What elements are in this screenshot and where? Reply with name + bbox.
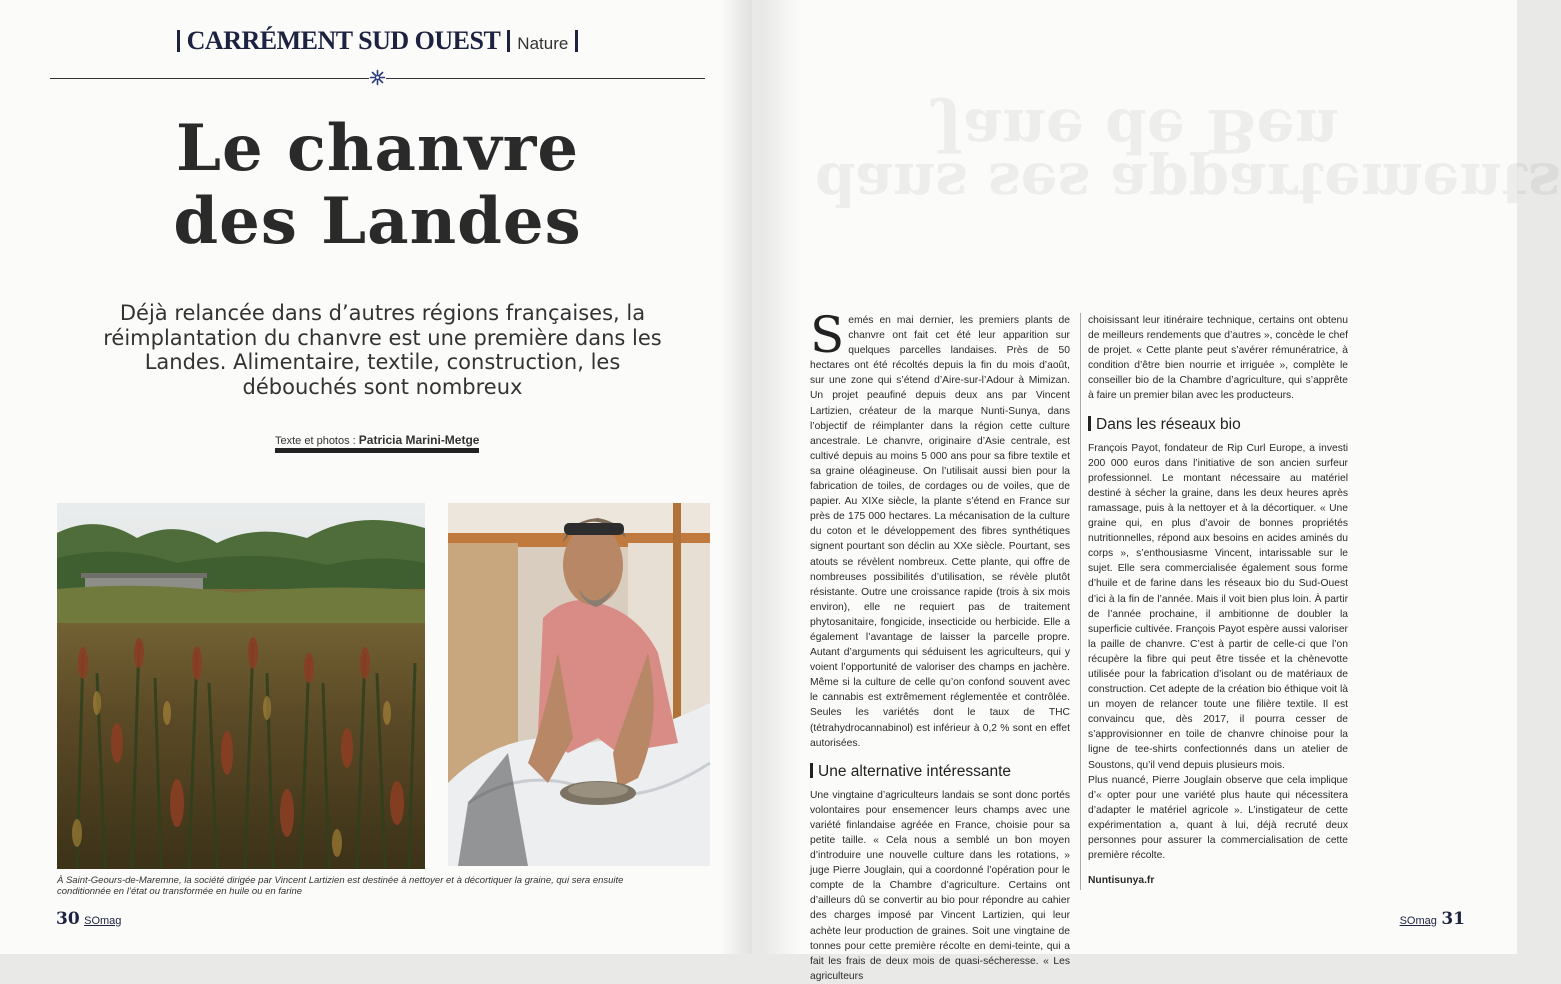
snowflake-ornament-icon	[369, 69, 386, 86]
folio-left	[56, 909, 121, 929]
headline-line-2: des Landes	[173, 184, 582, 259]
folio-right	[1400, 909, 1465, 929]
paragraph-intro	[810, 306, 1070, 751]
subhead-bar	[810, 763, 813, 778]
right-page	[760, 0, 1561, 982]
paragraph-1: emés en mai dernier, les premiers plants de chanvre ont fait cet été leur apparition sur quelques parcelles landaises. Près de 50 hectares ont été récoltés depuis la fin du mois d’août, sur une zone qui s’étend d’Aire-sur-l’Adour à Mimizan. Un projet peaufiné depuis deux ans par Vincent Lartizien, créateur de la marque Nunti-Sunya, dans l’objectif de réimplanter dans la région cette culture ancestrale. Le chanvre, originaire d’Asie centrale, est cultivé depuis au moins 5 000 ans pour sa fibre textile et sa graine oléagineuse. On l’utilisait aussi bien pour la fabrication de toiles, de cordages ou de voiles, que de papier. Au XIXe siècle, la plante s’étend en France sur près de 175 000 hectares. La mécanisation de la culture du coton et le développement des fibres synthétiques signent pourtant son déclin au XXe siècle. Pourtant, ses atouts se révèlent nombreux. Cette plante, qui offre de nombreuses possibilités d’utilisation, se révèle plutôt résistante. Outre une croissance rapide (trois à six mois environ), elle ne requiert pas de traitement phytosanitaire, fongicide, insecticide ou herbicide. Elle a également l’avantage de laisser la parcelle propre. Autant d’arguments qui séduisent les agriculteurs, qui y voient l’opportunité de valoriser des champs en jachère. Même si la culture de celle qu’on confond souvent avec le cannabis est extrêmement réglementée et contrôlée. Seules les variétés dont le taux de THC (tétrahydrocannabinol) est inférieur à 0,2 % sont en effet autorisées.	[810, 315, 1070, 749]
article-column-2	[1088, 313, 1348, 888]
rubric-bar	[507, 30, 510, 52]
subhead-1-text: Une alternative intéressante	[818, 762, 1012, 780]
page-number: 31	[1441, 909, 1465, 929]
hemp-field-photo	[57, 503, 425, 869]
rubric-bar	[575, 30, 578, 52]
byline-label: Texte et photos :	[275, 435, 356, 447]
column-divider	[1080, 313, 1081, 890]
article-column-1	[810, 306, 1070, 984]
rubric-bar	[177, 30, 180, 52]
farmer-photo	[448, 503, 710, 866]
subhead-bar	[1088, 416, 1091, 431]
subhead-alternative	[810, 763, 1070, 781]
byline	[275, 433, 479, 453]
page-number: 30	[56, 909, 80, 929]
show-through-text-2: dans ses appartements	[815, 150, 1561, 218]
gutter-shadow	[720, 0, 752, 954]
show-through-text-1: Jane de Ben	[935, 95, 1339, 165]
magazine-name: SOmag	[84, 915, 122, 927]
magazine-name: SOmag	[1399, 915, 1437, 927]
rubric-header	[50, 26, 705, 56]
subhead-2-text: Dans les réseaux bio	[1096, 415, 1241, 433]
rubric-section: Nature	[517, 34, 569, 53]
paragraph-5: Plus nuancé, Pierre Jouglain observe que cela implique d’« opter pour une variété plus haute qui nécessitera d’adapter le matériel agricole ». L’instigateur de cette expérimentation a, quant à lui, déjà recruté deux personnes pour assurer la commercialisation de cette première récolte.	[1088, 774, 1348, 862]
left-page	[0, 0, 752, 954]
paragraph-3: choisissant leur itinéraire technique, certains ont obtenu de meilleurs rendements que d’autres », concède le chef de projet. « Cette plante peut s’avérer rémunératrice, à condition d’être bien nourrie et irriguée », complète le conseiller bio de la Chambre d’agriculture, qui s’apprête à faire un premier bilan avec les producteurs.	[1088, 315, 1348, 402]
standfirst: Déjà relancée dans d’autres régions françaises, la réimplantation du chanvre est une première dans les Landes. Alimentaire, textile, construction, les débouchés sont nombreux	[103, 301, 662, 399]
gutter-shadow	[760, 0, 800, 954]
paragraph-4: François Payot, fondateur de Rip Curl Europe, a investi 200 000 euros dans l’initiative de son ancien surfeur professionnel. Le montant nécessaire au matériel destiné à sécher la graine, dans les deux heures après ramassage, puis à la nettoyer et à la décortiquer. « Une graine qui, en plus d’avoir de bonnes propriétés nutritionnelles, répond aux besoins en acides aminés du corps », s’enthousiasme Vincent, intarissable sur le sujet. Elle sera commercialisée également sous forme d’huile et de farine dans les réseaux bio du Sud-Ouest d’ici à la fin de l’année. Mais il voit bien plus loin. À partir de l’année prochaine, il ambitionne de doubler la superficie cultivée. François Payot espère aussi valoriser la paille de chanvre. C’est à partir de celle-ci que l’on récupère la fibre qui peut être tissée et la chènevotte utilisée pour la fabrication d’isolant ou de matériaux de construction. Cet adepte de la création bio éthique voit là un moyen de relancer toute une filière textile. Il est convaincu que, dès 2017, il pourra cesser de s’approvisionner en toile de chanvre chinoise pour la ligne de tee-shirts confectionnés dans un atelier de Soustons, qu’il vend depuis plusieurs mois.	[1088, 442, 1348, 771]
dropcap: S	[810, 306, 845, 364]
byline-author: Patricia Marini-Metge	[358, 433, 480, 447]
subhead-reseaux-bio	[1088, 416, 1348, 434]
paragraph-2: Une vingtaine d’agriculteurs landais se sont donc portés volontaires pour ensemencer leurs champs avec une variété finlandaise agréée en France, choisie pour sa petite taille. « Cela nous a semblé un bon moyen d’introduire une nouvelle culture dans les rotations, » juge Pierre Jouglain, qui a coordonné l’opération pour le compte de la Chambre d’agriculture. Certains ont d’ailleurs dû se convertir au bio pour répondre au cahier des charges imposé par Vincent Lartizien, qui leur achète leur production de graines. Soit une vingtaine de tonnes pour cette première récolte en demi-teinte, qui a fait les frais de deux mois de quasi-sécheresse. « Les agriculteurs	[810, 789, 1070, 982]
website-link[interactable]: Nuntisunya.fr	[1088, 875, 1155, 887]
photo-caption: À Saint-Geours-de-Maremne, la société dirigée par Vincent Lartizien est destinée à nettoyer et à décortiquer la graine, qui sera ensuite conditionnée en l’état ou transformée en huile ou en farine	[57, 875, 624, 897]
headline	[55, 112, 700, 258]
headline-line-1: Le chanvre	[175, 111, 580, 186]
rubric-title: CARRÉMENT SUD OUEST	[186, 26, 501, 55]
